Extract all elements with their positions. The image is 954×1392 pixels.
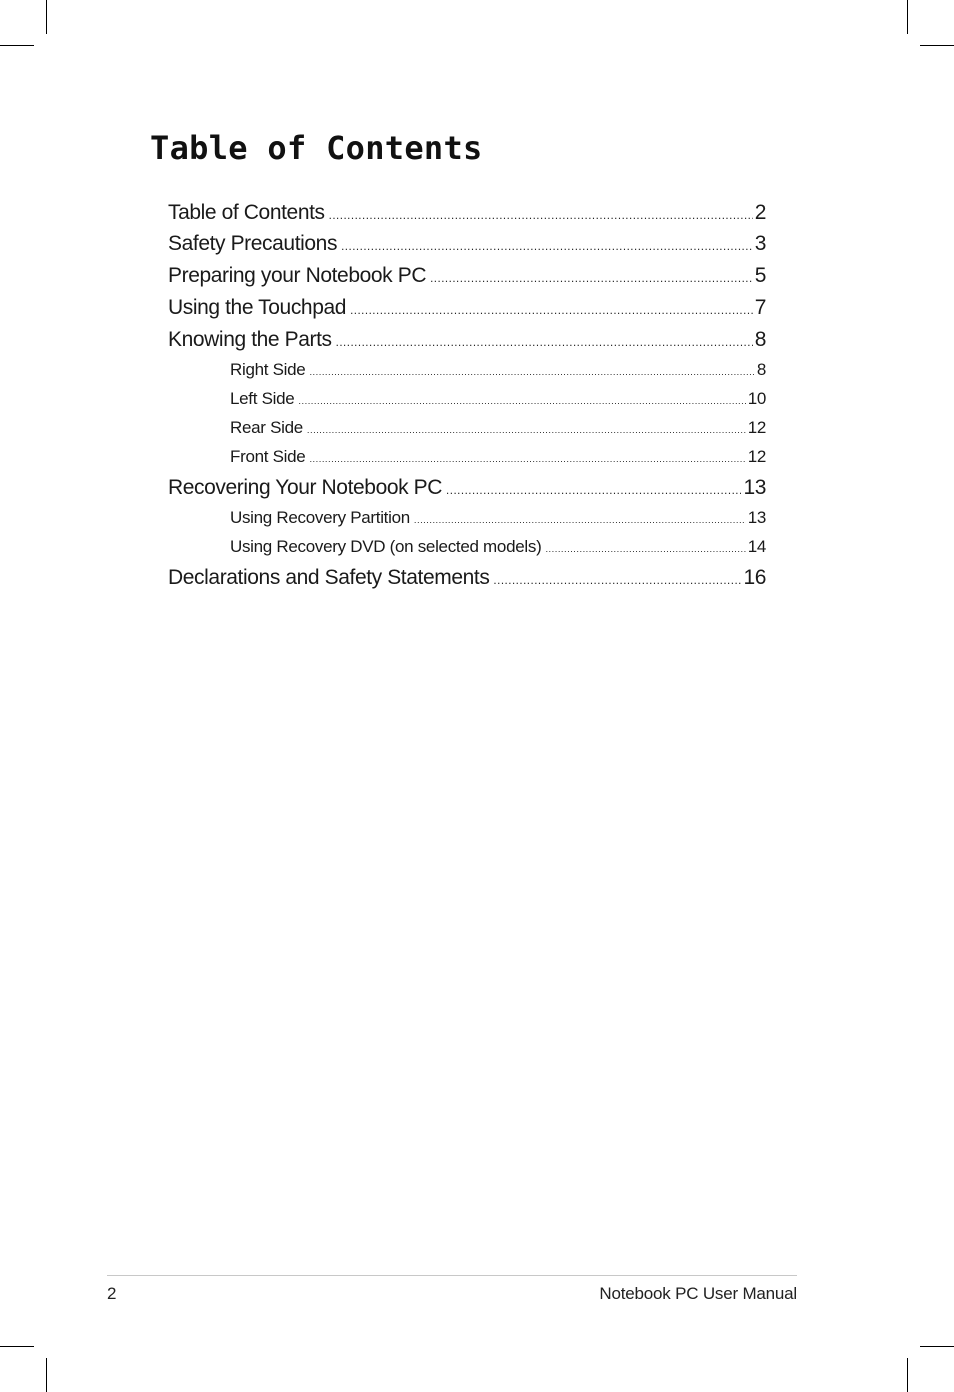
toc-dot-leader [350,305,753,317]
toc-dot-leader [341,241,753,253]
toc-dot-leader [545,544,745,554]
page-title: Table of Contents [150,129,483,167]
toc-dot-leader [307,425,746,435]
toc-entry-page: 13 [743,476,766,499]
toc-subentry-page: 13 [747,508,766,527]
toc-entry-label: Knowing the Parts [168,328,332,351]
crop-mark [46,0,47,34]
footer-page-number: 2 [107,1284,117,1303]
toc-subentry-label: Using Recovery Partition [230,508,410,527]
toc-dot-leader [309,454,745,464]
toc-entry-page: 5 [754,264,766,287]
crop-mark [907,1358,908,1392]
toc-dot-leader [336,337,753,349]
toc-subentry[interactable] [230,360,766,382]
crop-mark [920,1346,954,1347]
toc-subentry-label: Right Side [230,360,306,379]
toc-entry[interactable] [168,296,766,322]
footer-divider [107,1275,797,1276]
toc-dot-leader [446,485,741,497]
toc-subentry[interactable] [230,389,766,411]
toc-entry-page: 8 [754,328,766,351]
toc-subentry[interactable] [230,447,766,469]
toc-entry[interactable] [168,201,766,227]
toc-subentry-label: Left Side [230,389,295,408]
toc-dot-leader [430,273,753,285]
toc-entry-label: Safety Precautions [168,232,338,255]
crop-mark [907,0,908,34]
toc-entry-label: Declarations and Safety Statements [168,566,490,589]
toc-entry-page: 16 [743,566,766,589]
toc-subentry-label: Rear Side [230,418,303,437]
toc-entry[interactable] [168,328,766,354]
toc-subentry-page: 14 [747,537,766,556]
toc-subentry[interactable] [230,418,766,440]
footer-manual-title: Notebook PC User Manual [599,1284,797,1303]
toc-dot-leader [298,396,745,406]
toc-entry-page: 3 [754,232,766,255]
toc-subentry[interactable] [230,537,766,559]
toc-dot-leader [309,367,754,377]
toc-entry-page: 2 [754,201,766,224]
crop-mark [0,1346,34,1347]
toc-subentry[interactable] [230,508,766,530]
toc-entry[interactable] [168,232,766,258]
toc-entry-label: Preparing your Notebook PC [168,264,427,287]
toc-entry[interactable] [168,566,766,592]
toc-entry[interactable] [168,476,766,502]
toc-subentry-label: Using Recovery DVD (on selected models) [230,537,542,556]
toc-dot-leader [329,210,753,222]
toc-entry-label: Using the Touchpad [168,296,347,319]
toc-subentry-page: 12 [747,447,766,466]
toc-entry-label: Recovering Your Notebook PC [168,476,443,499]
toc-subentry-page: 12 [747,418,766,437]
toc-entry-label: Table of Contents [168,201,325,224]
toc-dot-leader [493,575,741,587]
crop-mark [0,45,34,46]
toc-subentry-label: Front Side [230,447,306,466]
toc-subentry-page: 8 [756,360,766,379]
crop-mark [46,1358,47,1392]
toc-dot-leader [414,515,746,525]
toc-subentry-page: 10 [747,389,766,408]
toc-entry-page: 7 [754,296,766,319]
crop-mark [920,45,954,46]
toc-entry[interactable] [168,264,766,290]
